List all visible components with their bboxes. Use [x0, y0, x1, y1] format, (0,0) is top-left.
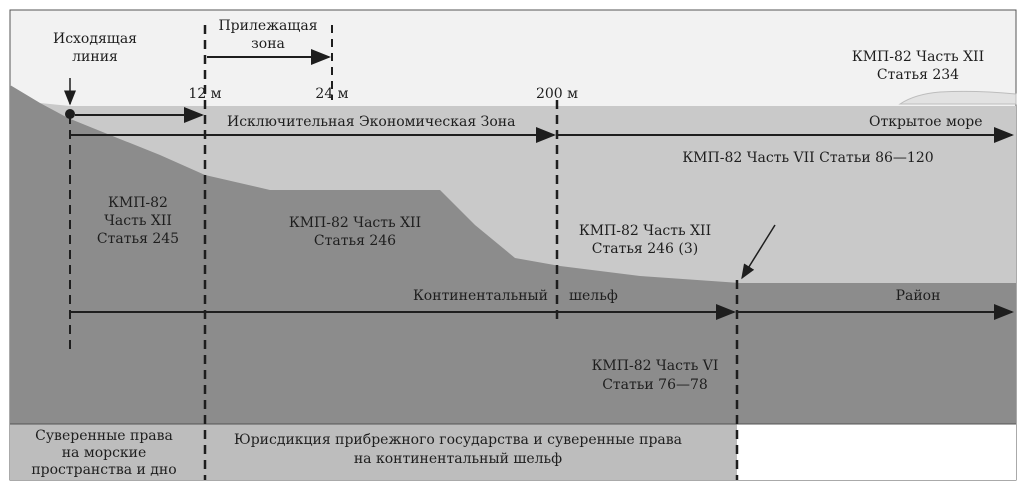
mark-200m-label: 200 м: [535, 86, 579, 102]
art245-line1: КМП-82: [108, 195, 168, 211]
high-seas-article-line2: Статья 234: [876, 67, 960, 83]
sovereign-rights-line2: на морские: [61, 445, 147, 461]
baseline-point: [65, 109, 75, 119]
sovereign-rights-line1: Суверенные права: [35, 428, 173, 444]
jurisdiction-line1: Юрисдикция прибрежного государства и суверенные права: [233, 432, 683, 448]
area-label: Район: [895, 288, 941, 304]
art246-line2: Статья 246: [313, 233, 397, 249]
art246-3-line2: Статья 246 (3): [591, 241, 699, 257]
baseline-label-line1: Исходящая: [52, 31, 138, 47]
high-seas-label: Открытое море: [869, 114, 983, 130]
mark-24m-label: 24 м: [315, 86, 349, 102]
art245-line3: Статья 245: [96, 231, 180, 247]
contiguous-zone-label-line2: зона: [251, 36, 285, 52]
contiguous-zone-label-line1: Прилежащая: [218, 18, 318, 34]
jurisdiction-line2: на континентальный шельф: [353, 451, 563, 467]
high-seas-article-line1: КМП-82 Часть XII: [851, 49, 985, 65]
part-vi-line2: Статьи 76—78: [602, 377, 708, 393]
part-vii-label: КМП-82 Часть VII Статьи 86—120: [682, 150, 934, 166]
continental-shelf-word2: шельф: [569, 288, 618, 304]
sovereign-rights-line3: пространства и дно: [31, 462, 177, 478]
part-vi-line1: КМП-82 Часть VI: [591, 358, 719, 374]
eez-label: Исключительная Экономическая Зона: [227, 114, 516, 130]
baseline-label-line2: линия: [72, 49, 118, 65]
art246-line1: КМП-82 Часть XII: [288, 215, 422, 231]
legend-band-right: [737, 424, 1016, 480]
continental-shelf-word1: Континентальный: [412, 288, 548, 304]
mark-12m-label: 12 м: [188, 86, 222, 102]
art246-3-line1: КМП-82 Часть XII: [578, 223, 712, 239]
art245-line2: Часть XII: [104, 213, 172, 229]
